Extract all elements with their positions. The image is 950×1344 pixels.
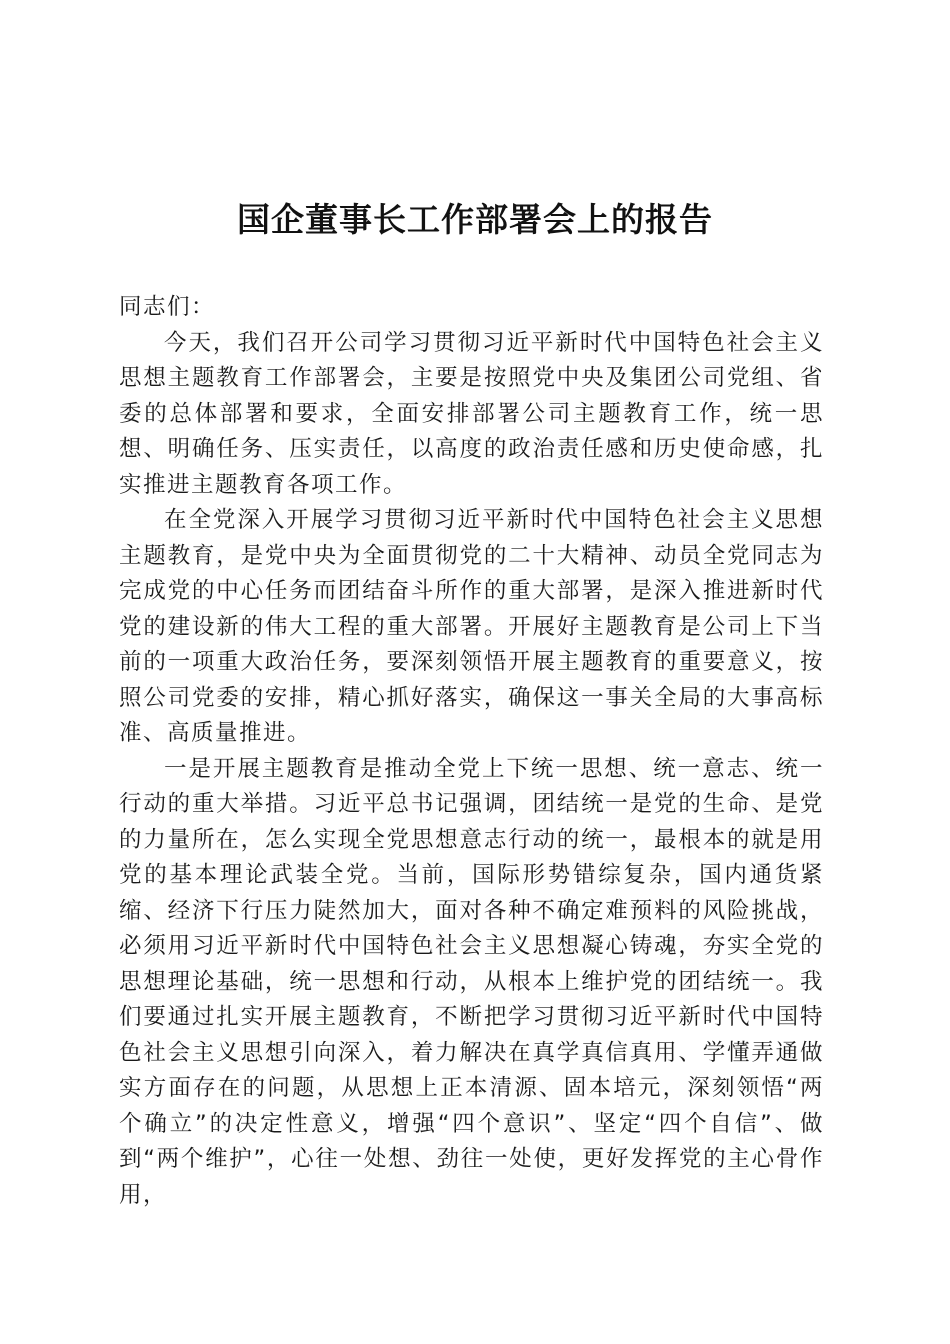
salutation: 同志们： [119, 294, 216, 320]
paragraph-1: 今天，我们召开公司学习贯彻习近平新时代中国特色社会主义思想主题教育工作部署会，主要是按照党中央及集团公司党组、省委的总体部署和要求，全面安排部署公司主题教育工作，统一思想、明确任务、压实责任，以高度的政治责任感和历史使命感，扎实推进主题教育各项工作。 [119, 329, 824, 498]
paragraph-2: 在全党深入开展学习贯彻习近平新时代中国特色社会主义思想主题教育，是党中央为全面贯彻党的二十大精神、动员全党同志为完成党的中心任务而团结奋斗所作的重大部署，是深入推进新时代党的建设新的伟大工程的重大部署。开展好主题教育是公司上下当前的一项重大政治任务，要深刻领悟开展主题教育的重要意义，按照公司党委的安排，精心抓好落实，确保这一事关全局的大事高标准、高质量推进。 [119, 507, 824, 746]
paragraph-3: 一是开展主题教育是推动全党上下统一思想、统一意志、统一行动的重大举措。习近平总书记强调，团结统一是党的生命、是党的力量所在，怎么实现全党思想意志行动的统一，最根本的就是用党的基本理论武装全党。当前，国际形势错综复杂，国内通货紧缩、经济下行压力陡然加大，面对各种不确定难预料的风险挑战，必须用习近平新时代中国特色社会主义思想凝心铸魂，夯实全党的思想理论基础，统一思想和行动，从根本上维护党的团结统一。我们要通过扎实开展主题教育，不断把学习贯彻习近平新时代中国特色社会主义思想引向深入，着力解决在真学真信真用、学懂弄通做实方面存在的问题，从思想上正本清源、固本培元，深刻领悟“两个确立”的决定性意义，增强“四个意识”、坚定“四个自信”、做到“两个维护”，心往一处想、劲往一处使，更好发挥党的主心骨作用， [119, 755, 824, 1208]
document-body [119, 290, 824, 1213]
document-title: 国企董事长工作部署会上的报告 [237, 200, 713, 239]
